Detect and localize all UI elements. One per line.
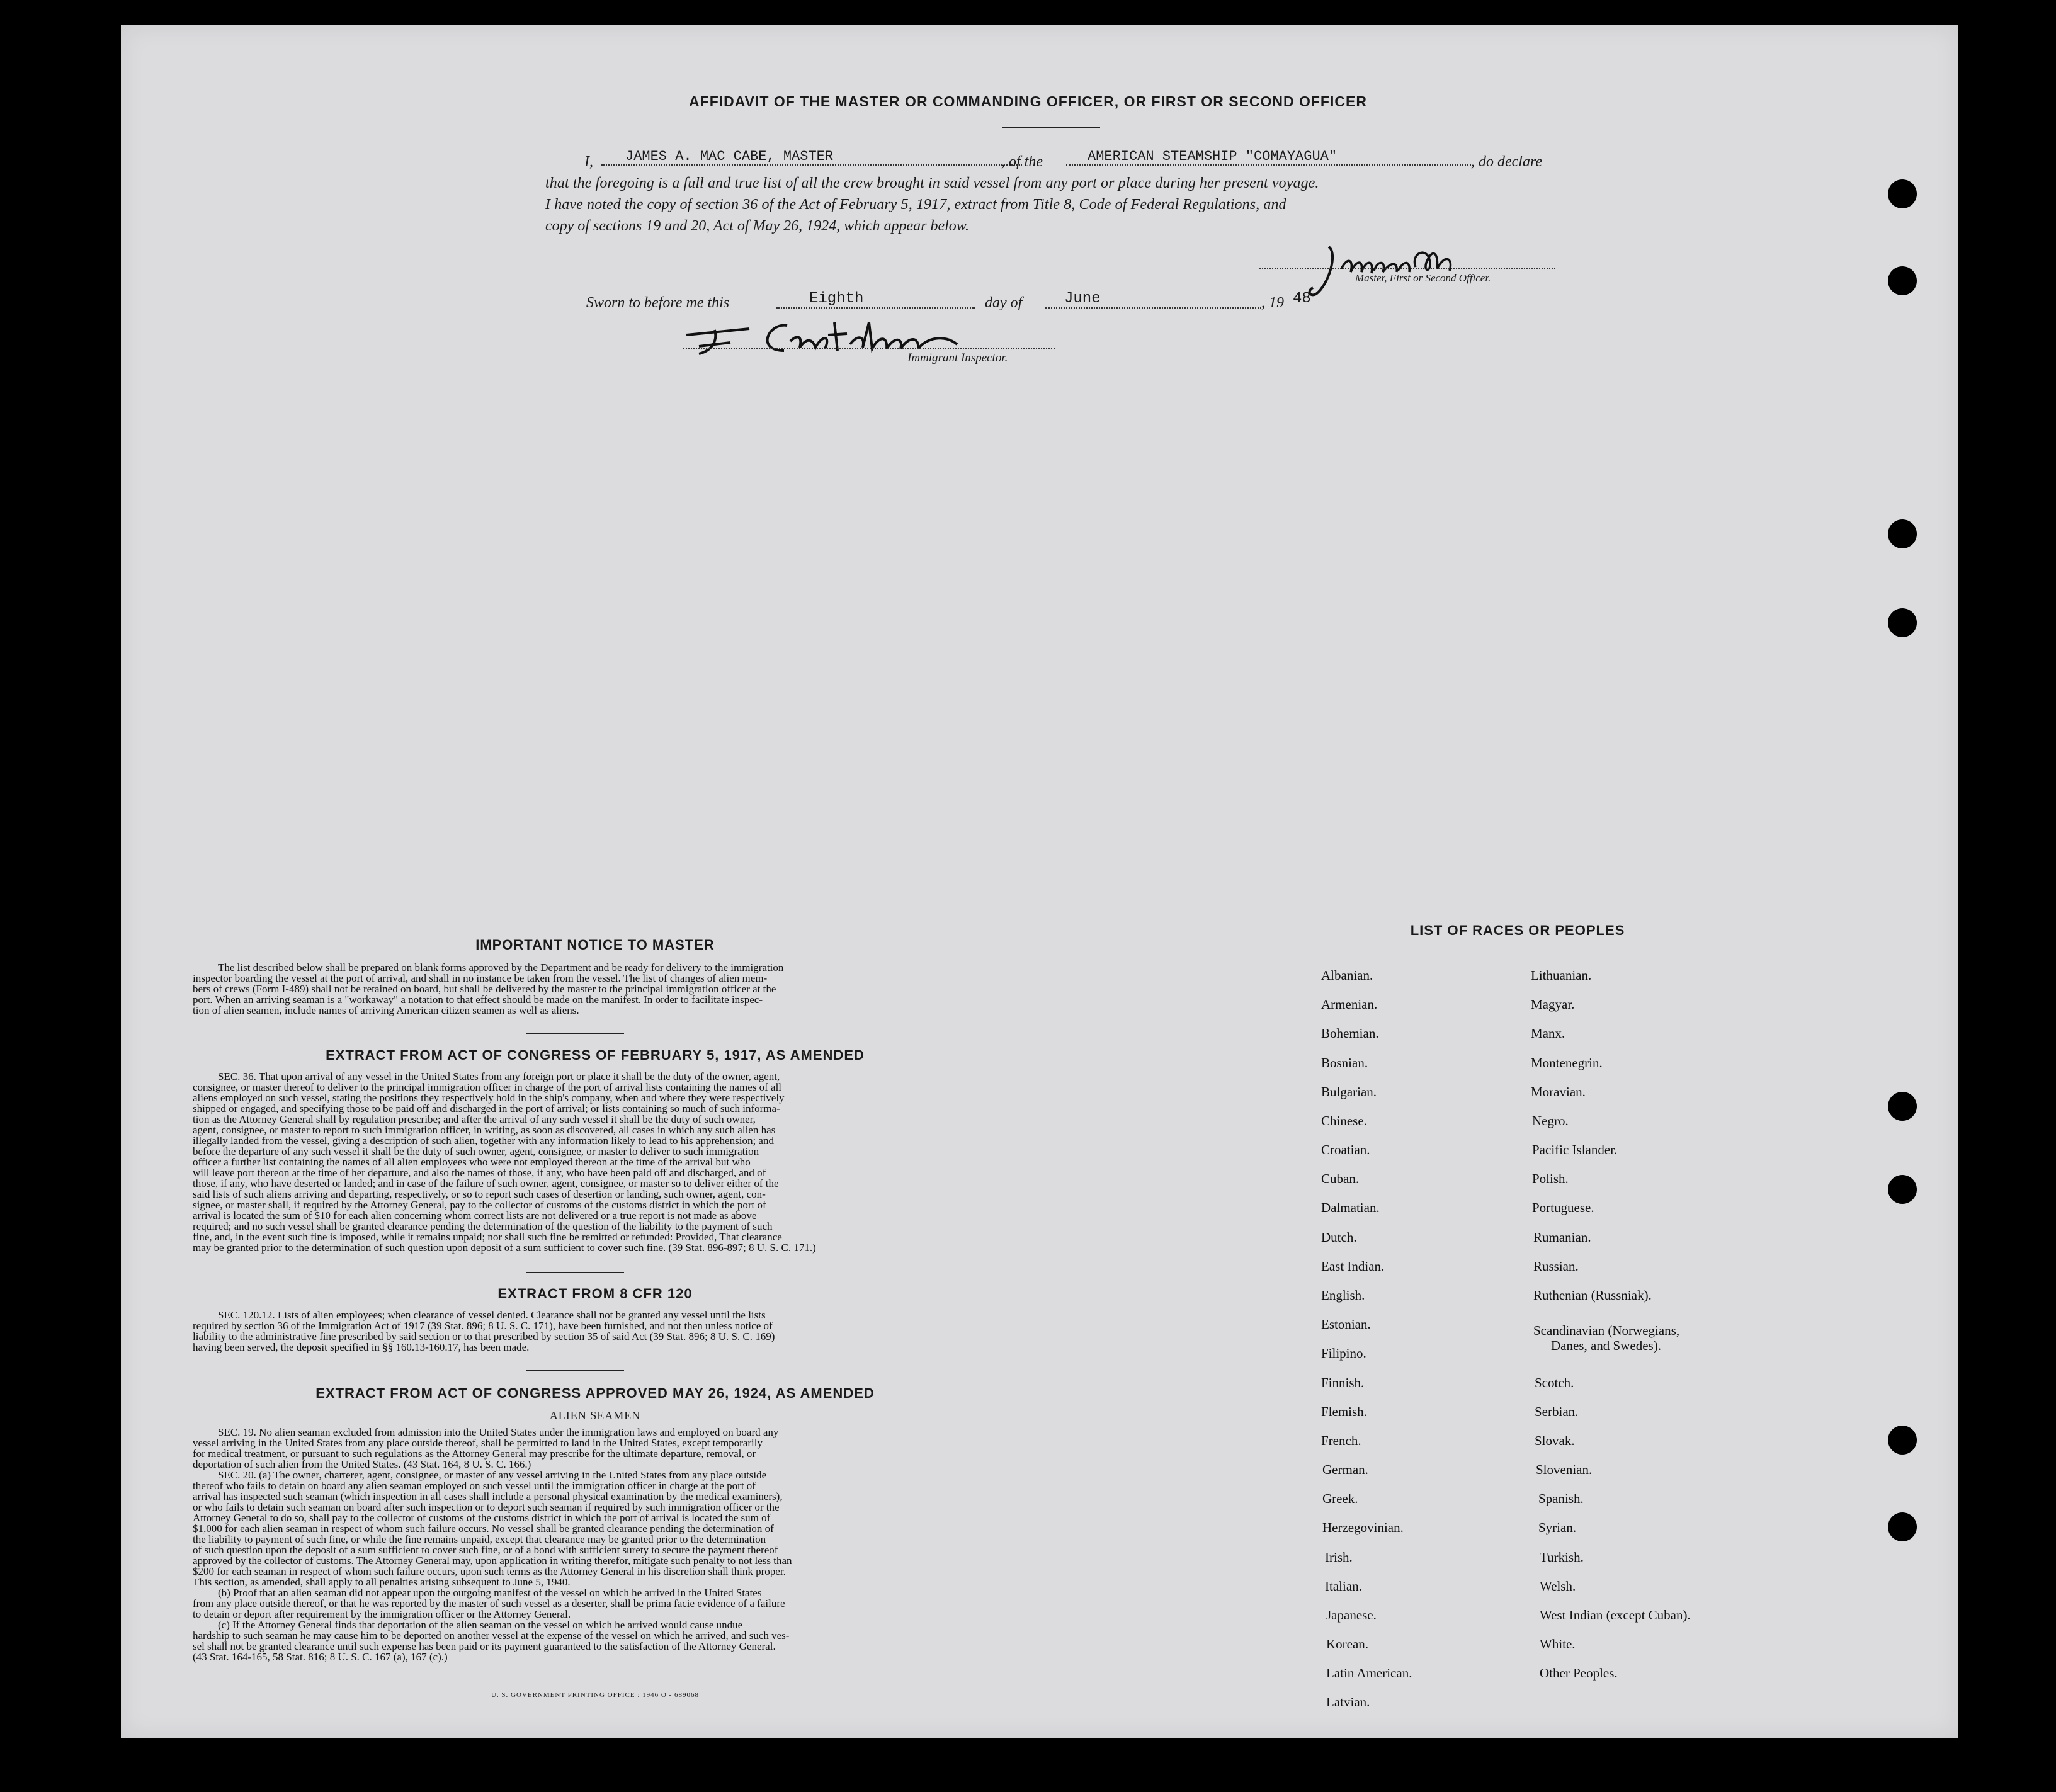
race-left-item: Chinese. (1321, 1113, 1367, 1128)
sworn-day: Eighth (776, 290, 975, 309)
race-right-item: Syrian. (1538, 1520, 1577, 1535)
affidavit-line-2: that the foregoing is a full and true list of all the crew brought in said vessel from any port or place during her present voyage. (545, 175, 1319, 191)
section-divider (526, 1370, 624, 1371)
affidavit-line-3: I have noted the copy of section 36 of the Act of February 5, 1917, extract from Title 8, Code of Federal Regulations, and (545, 196, 1286, 213)
extract-1924-line: Attorney General to do so, shall pay to the collector of customs of the customs district in which the port of arrival is located the sum of (193, 1512, 771, 1524)
race-right-item: West Indian (except Cuban). (1540, 1608, 1691, 1623)
race-left-item: English. (1321, 1288, 1365, 1303)
extract-cfr-line: SEC. 120.12. Lists of alien employees; when clearance of vessel denied. Clearance shall not be granted any vessel until the lists (218, 1309, 766, 1321)
extract-1924-line: arrival has inspected such seaman (which inspection in all cases shall include a personal physical examination by the medical examiners), (193, 1490, 783, 1502)
race-right-item: Negro. (1532, 1113, 1569, 1128)
extract-cfr-title: EXTRACT FROM 8 CFR 120 (497, 1286, 693, 1301)
extract-1917-line: will leave port thereon at the time of her departure, and also the names of those, if any, who have been paid off and discharged, and of (193, 1167, 766, 1179)
extract-1917-line: illegally landed from the vessel, giving a description of such alien, together with any information likely to lead to his apprehension; and (193, 1135, 774, 1147)
race-left-item: German. (1322, 1462, 1368, 1477)
punch-hole (1888, 1512, 1917, 1541)
title-divider (1002, 127, 1100, 128)
extract-1924-line: (43 Stat. 164-165, 58 Stat. 816; 8 U. S. C. 167 (a), 167 (c).) (193, 1651, 448, 1663)
sworn-label: Sworn to before me this (586, 295, 730, 311)
affidavit-line-4: copy of sections 19 and 20, Act of May 26, 1924, which appear below. (545, 218, 970, 234)
race-right-item: Turkish. (1540, 1550, 1584, 1565)
notice-line: bers of crews (Form I-489) shall not be retained on board, but shall be delivered by the master to the principal immigration officer at the (193, 983, 776, 995)
extract-1924-line: to detain or deport after requirement by the immigration officer or the Attorney General. (193, 1608, 571, 1620)
master-caption: Master, First or Second Officer. (1355, 272, 1491, 284)
extract-1917-line: agent, consignee, or master to report to such immigration officer, in writing, as soon as discovered, all cases in which any such alien has (193, 1124, 776, 1136)
punch-hole (1888, 519, 1917, 548)
punch-hole (1888, 1175, 1917, 1204)
race-left-item: Bosnian. (1321, 1055, 1368, 1070)
race-left-item: Dutch. (1321, 1230, 1357, 1245)
race-left-item: Korean. (1326, 1636, 1369, 1652)
extract-1917-body (193, 1071, 992, 1253)
race-left-item: Latvian. (1326, 1694, 1370, 1710)
race-left-item: Irish. (1325, 1550, 1353, 1565)
notice-title: IMPORTANT NOTICE TO MASTER (475, 937, 715, 953)
extract-1924-subtitle: ALIEN SEAMEN (549, 1409, 641, 1422)
extract-cfr-line: liability to the administrative fine prescribed by said section or to that prescribed by section 35 of said Act (39 Stat. 896; 8 U. S. C. 169) (193, 1330, 775, 1342)
sworn-month: June (1045, 290, 1261, 309)
race-left-item: Bulgarian. (1321, 1084, 1377, 1099)
extract-1924-title: EXTRACT FROM ACT OF CONGRESS APPROVED MAY 26, 1924, AS AMENDED (315, 1385, 875, 1401)
punch-hole (1888, 1426, 1917, 1455)
punch-hole (1888, 1092, 1917, 1121)
extract-1917-line: officer a further list containing the names of all alien employees who were not employed thereon at the time of the arrival but who (193, 1156, 751, 1168)
extract-1917-title: EXTRACT FROM ACT OF CONGRESS OF FEBRUARY 5, 1917, AS AMENDED (326, 1047, 865, 1063)
extract-1917-line: consignee, or master thereof to deliver to the principal immigration officer in charge of the port of arrival lists containing the names of all (193, 1081, 782, 1093)
extract-1924-line: or who fails to detain such seaman on board after such inspection or to deport such seaman if required by such immigration officer or the (193, 1501, 780, 1513)
extract-1917-line: arrival is located the sum of $10 for each alien concerning whom correct lists are not delivered or a true report is not made as above (193, 1210, 757, 1222)
race-left-item: Herzegovinian. (1322, 1520, 1404, 1535)
extract-1917-line: SEC. 36. That upon arrival of any vessel in the United States from any foreign port or place it shall be the duty of the owner, agent, (218, 1070, 780, 1082)
inspector-caption: Immigrant Inspector. (907, 351, 1008, 365)
extract-1924-line: hardship to such seaman he may cause him to be deported on another vessel at the expense of the vessel on which he arrived, and such ves- (193, 1630, 790, 1642)
master-signature-line (1259, 268, 1555, 269)
section-divider (526, 1272, 624, 1273)
affidavit-title: AFFIDAVIT OF THE MASTER OR COMMANDING OFFICER, OR FIRST OR SECOND OFFICER (689, 93, 1367, 110)
race-left-item: Filipino. (1321, 1346, 1366, 1361)
extract-1924-line: $1,000 for each alien seaman in respect of whom such failure occurs. No vessel shall be granted clearance pending the determination of (193, 1523, 774, 1534)
race-left-item: Estonian. (1321, 1317, 1371, 1332)
extract-1924-line: approved by the collector of customs. The Attorney General may, upon application in writing therefor, mitigate such penalty to not less than (193, 1555, 792, 1567)
race-left-item: Latin American. (1326, 1665, 1412, 1681)
vessel-name: AMERICAN STEAMSHIP "COMAYAGUA" (1066, 149, 1471, 166)
extract-1917-line: before the departure of any such vessel it shall be the duty of such owner, agent, consignee, or master to deliver to such immigration (193, 1145, 759, 1157)
race-right-item: Ruthenian (Russniak). (1533, 1288, 1652, 1303)
extract-1924-line: SEC. 19. No alien seaman excluded from admission into the United States under the immigration laws and employed on board any (218, 1426, 779, 1438)
extract-1917-line: fine, and, in the event such fine is imposed, while it remains unpaid; nor shall such fine be remitted or refunded: Provided, That clearance (193, 1231, 782, 1243)
race-left-item: Bohemian. (1321, 1026, 1379, 1041)
race-right-item: Rumanian. (1533, 1230, 1591, 1245)
race-right-item: Polish. (1532, 1171, 1569, 1186)
of-the-label: , of the (1001, 154, 1043, 170)
race-right-item: Portuguese. (1532, 1200, 1594, 1215)
extract-1917-line: required; and no such vessel shall be granted clearance pending the determination of the question of the liability to the payment of such (193, 1220, 773, 1232)
inspector-signature-line (683, 348, 1055, 349)
race-left-item: East Indian. (1321, 1259, 1385, 1274)
punch-hole (1888, 608, 1917, 637)
race-left-item: Flemish. (1321, 1404, 1367, 1419)
extract-1924-line: (b) Proof that an alien seaman did not appear upon the outgoing manifest of the vessel on which he arrived in the United States (218, 1587, 762, 1599)
race-right-item: Moravian. (1531, 1084, 1586, 1099)
race-right-item: Serbian. (1535, 1404, 1579, 1419)
year-prefix: , 19 (1261, 295, 1284, 311)
race-right-item: Russian. (1533, 1259, 1579, 1274)
extract-1924-line: of such question upon the deposit of a sum sufficient to cover such fine, or of a bond with sufficient surety to secure the payment thereof (193, 1544, 778, 1556)
notice-line: port. When an arriving seaman is a "workaway" a notation to that effect should be made on the manifest. In order to facilitate inspec- (193, 994, 763, 1006)
race-left-item: Finnish. (1321, 1375, 1365, 1390)
day-of-label: day of (985, 295, 1023, 311)
race-left-item: Albanian. (1321, 968, 1373, 983)
extract-1917-line: tion as the Attorney General shall by regulation prescribe; and after the arrival of any such vessel it shall be the duty of such owner, (193, 1113, 756, 1125)
extract-1917-line: may be granted prior to the determination of such question upon deposit of a sum sufficient to cover such fine. (39 Stat. 896-897; 8 U. S. C. 171.) (193, 1242, 816, 1254)
race-left-item: Armenian. (1321, 997, 1378, 1012)
section-divider (526, 1033, 624, 1034)
race-right-item: Magyar. (1531, 997, 1575, 1012)
race-right-item: Scotch. (1535, 1375, 1574, 1390)
punch-hole (1888, 266, 1917, 295)
notice-line: tion of alien seamen, include names of arriving American citizen seamen as well as aliens. (193, 1004, 579, 1016)
i-label: I, (584, 154, 593, 170)
extract-1924-line: $200 for each seaman in respect of whom such failure occurs, upon such terms as the Attorney General in his discretion shall think proper. (193, 1565, 786, 1577)
extract-1924-line: This section, as amended, shall apply to all penalties arising subsequent to June 5, 1940. (193, 1576, 571, 1588)
extract-1917-line: those, if any, who have deserted or landed; and in case of the failure of such owner, agent, consignee, or master so to deliver either of the (193, 1177, 779, 1189)
extract-cfr-body (193, 1310, 992, 1353)
extract-1924-line: SEC. 20. (a) The owner, charterer, agent, consignee, or master of any vessel arriving in the United States from any place outside (218, 1469, 767, 1481)
race-left-item: Japanese. (1326, 1608, 1377, 1623)
race-right-item: Montenegrin. (1531, 1055, 1603, 1070)
race-left-item: Italian. (1325, 1579, 1362, 1594)
race-right-item: Manx. (1531, 1026, 1565, 1041)
extract-cfr-line: required by section 36 of the Immigration Act of 1917 (39 Stat. 896; 8 U. S. C. 171), have been furnished, and not then unless notice of (193, 1320, 773, 1332)
races-title: LIST OF RACES OR PEOPLES (1410, 922, 1625, 938)
race-right-item: Other Peoples. (1540, 1665, 1618, 1681)
extract-1924-line: from any place outside thereof, or that he was reported by the master of such vessel as a deserter, shall be prima facie evidence of a failure (193, 1597, 785, 1609)
extract-1924-line: the liability to payment of such fine, or while the fine remains unpaid, except that clearance may be granted prior to the determination (193, 1533, 766, 1545)
extract-1917-line: signee, or master shall, if required by the Attorney General, pay to the collector of customs of the customs district in which the port of (193, 1199, 766, 1211)
race-right-item: Lithuanian. (1531, 968, 1592, 983)
race-left-item: Dalmatian. (1321, 1200, 1380, 1215)
extract-1924-line: thereof who fails to detain on board any alien seaman employed on such vessel until the immigration officer in charge at the port of (193, 1480, 756, 1492)
extract-1917-line: aliens employed on such vessel, stating the positions they respectively hold in the ship's company, when and where they were respectively (193, 1092, 785, 1104)
race-right-item: Danes, and Swedes). (1551, 1338, 1661, 1353)
master-signature (1303, 234, 1511, 303)
race-left-item: Croatian. (1321, 1142, 1370, 1157)
extract-cfr-line: having been served, the deposit specified in §§ 160.13-160.17, has been made. (193, 1341, 530, 1353)
extract-1917-line: shipped or engaged, and specifying those to be paid off and discharged in the port of arrival; or lists containing so much of such informa- (193, 1103, 780, 1114)
race-left-item: Cuban. (1321, 1171, 1360, 1186)
year-suffix: 48 (1293, 290, 1311, 307)
master-name: JAMES A. MAC CABE, MASTER (601, 149, 1022, 166)
declare-label: , do declare (1471, 154, 1543, 170)
punch-hole (1888, 179, 1917, 208)
extract-1924-line: sel shall not be granted clearance until such expense has been paid or its payment guaranteed to the satisfaction of the Attorney General. (193, 1640, 776, 1652)
race-right-item: Welsh. (1540, 1579, 1576, 1594)
race-right-item: Slovenian. (1536, 1462, 1593, 1477)
extract-1917-line: said lists of such aliens arriving and departing, respectively, or so to report such cases of desertion or landing, such owner, agent, con- (193, 1188, 766, 1200)
notice-body (193, 962, 992, 1016)
race-right-item: White. (1540, 1636, 1576, 1652)
race-left-item: Greek. (1322, 1491, 1358, 1506)
race-right-item: Spanish. (1538, 1491, 1584, 1506)
extract-1924-line: (c) If the Attorney General finds that deportation of the alien seaman on the vessel on which he arrived would cause undue (218, 1619, 743, 1631)
extract-1924-line: deportation of such alien from the United States. (43 Stat. 164, 8 U. S. C. 166.) (193, 1458, 531, 1470)
race-right-item: Scandinavian (Norwegians, (1533, 1323, 1680, 1338)
extract-1924-body (193, 1427, 992, 1662)
printer-imprint: U. S. GOVERNMENT PRINTING OFFICE : 1946 O - 689068 (491, 1691, 699, 1699)
race-right-item: Pacific Islander. (1532, 1142, 1618, 1157)
race-right-item: Slovak. (1535, 1433, 1575, 1448)
notice-line: inspector boarding the vessel at the port of arrival, and shall in no instance be taken from the vessel. The list of changes of alien mem- (193, 972, 768, 984)
extract-1924-line: vessel arriving in the United States from any place outside thereof, shall be permitted to land in the United States, except temporarily (193, 1437, 763, 1449)
extract-1924-line: for medical treatment, or pursuant to such regulations as the Attorney General may prescribe for the ultimate departure, removal, or (193, 1448, 756, 1460)
notice-line: The list described below shall be prepared on blank forms approved by the Department and be ready for delivery to the immigration (218, 961, 784, 973)
race-left-item: French. (1321, 1433, 1361, 1448)
